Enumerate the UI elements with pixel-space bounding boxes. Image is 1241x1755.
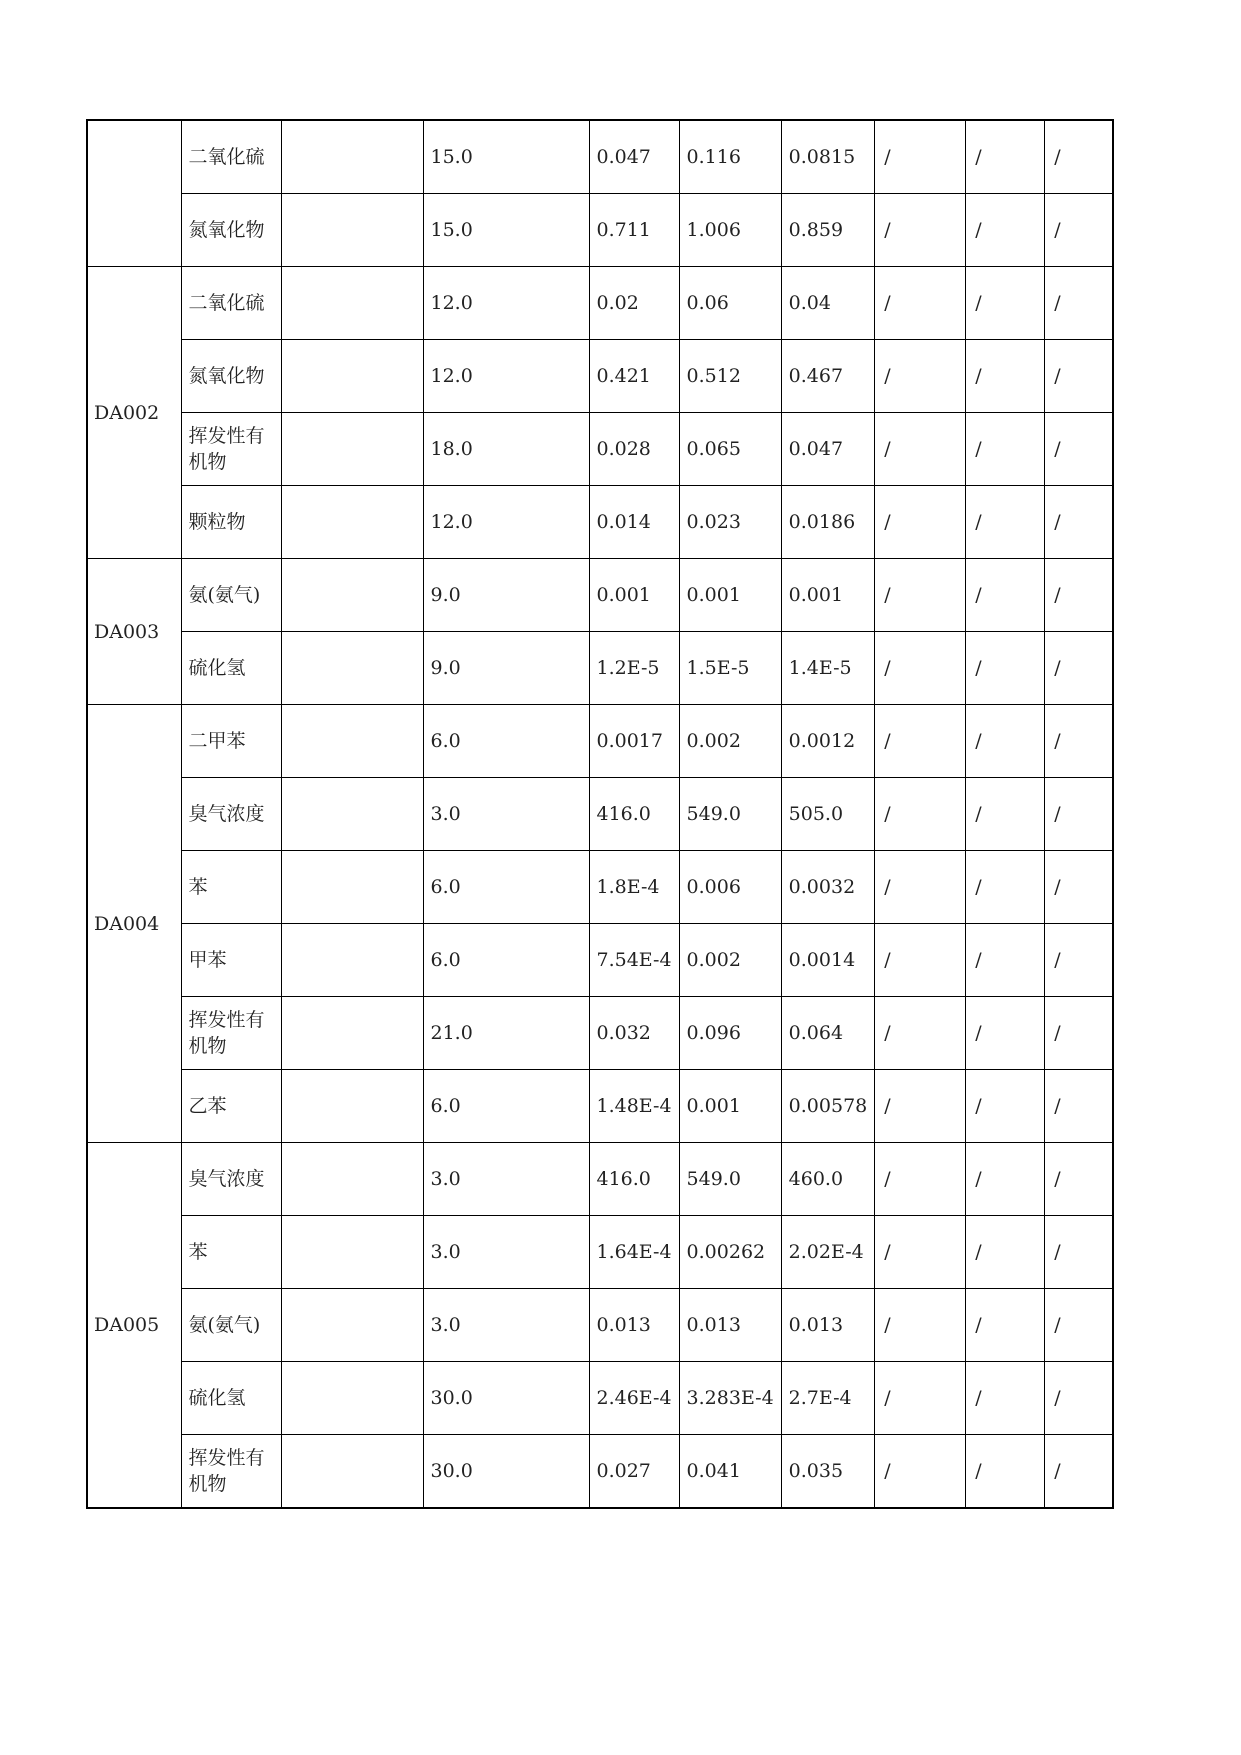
extra-col-2-cell: / [966,267,1045,340]
table-row [87,267,1113,340]
extra-col-2-cell: / [966,924,1045,997]
avg-value-cell: 0.064 [781,997,875,1070]
extra-col-1-cell: / [875,1435,966,1509]
max-value-cell: 0.512 [679,340,781,413]
extra-col-2-cell: / [966,851,1045,924]
table-row [87,778,1113,851]
avg-value-cell: 0.0815 [781,120,875,194]
standard-cell [281,924,423,997]
pollutant-cell: 氨(氨气) [181,1289,281,1362]
min-value-cell: 7.54E-4 [589,924,679,997]
extra-col-1-cell: / [875,1362,966,1435]
standard-cell [281,1216,423,1289]
outlet-id-cell [87,120,181,267]
pollutant-cell: 挥发性有机物 [181,997,281,1070]
limit-cell: 9.0 [423,632,589,705]
extra-col-2-cell: / [966,778,1045,851]
extra-col-3-cell: / [1045,1362,1113,1435]
extra-col-1-cell: / [875,1143,966,1216]
standard-cell [281,1289,423,1362]
limit-cell: 6.0 [423,851,589,924]
min-value-cell: 0.014 [589,486,679,559]
extra-col-2-cell: / [966,1143,1045,1216]
avg-value-cell: 0.001 [781,559,875,632]
limit-cell: 15.0 [423,194,589,267]
extra-col-3-cell: / [1045,267,1113,340]
extra-col-3-cell: / [1045,413,1113,486]
extra-col-3-cell: / [1045,1143,1113,1216]
extra-col-3-cell: / [1045,1435,1113,1509]
min-value-cell: 0.013 [589,1289,679,1362]
limit-cell: 3.0 [423,1216,589,1289]
max-value-cell: 0.00262 [679,1216,781,1289]
pollutant-cell: 氮氧化物 [181,340,281,413]
pollutant-cell: 挥发性有机物 [181,413,281,486]
extra-col-3-cell: / [1045,486,1113,559]
min-value-cell: 0.0017 [589,705,679,778]
extra-col-1-cell: / [875,632,966,705]
max-value-cell: 549.0 [679,778,781,851]
outlet-id-cell: DA002 [87,267,181,559]
pollutant-cell: 氨(氨气) [181,559,281,632]
standard-cell [281,559,423,632]
standard-cell [281,1143,423,1216]
limit-cell: 6.0 [423,924,589,997]
avg-value-cell: 0.00578 [781,1070,875,1143]
extra-col-3-cell: / [1045,997,1113,1070]
standard-cell [281,340,423,413]
min-value-cell: 0.001 [589,559,679,632]
avg-value-cell: 0.0032 [781,851,875,924]
extra-col-1-cell: / [875,194,966,267]
standard-cell [281,267,423,340]
max-value-cell: 0.065 [679,413,781,486]
outlet-id-cell: DA003 [87,559,181,705]
extra-col-2-cell: / [966,997,1045,1070]
avg-value-cell: 0.0014 [781,924,875,997]
max-value-cell: 0.041 [679,1435,781,1509]
extra-col-2-cell: / [966,1216,1045,1289]
extra-col-3-cell: / [1045,1289,1113,1362]
pollutant-cell: 臭气浓度 [181,1143,281,1216]
min-value-cell: 416.0 [589,778,679,851]
limit-cell: 12.0 [423,486,589,559]
avg-value-cell: 460.0 [781,1143,875,1216]
max-value-cell: 0.06 [679,267,781,340]
min-value-cell: 0.047 [589,120,679,194]
standard-cell [281,851,423,924]
extra-col-2-cell: / [966,1435,1045,1509]
standard-cell [281,1070,423,1143]
min-value-cell: 0.02 [589,267,679,340]
avg-value-cell: 1.4E-5 [781,632,875,705]
table-row [87,1362,1113,1435]
extra-col-1-cell: / [875,413,966,486]
table-row [87,1070,1113,1143]
extra-col-1-cell: / [875,1216,966,1289]
min-value-cell: 1.8E-4 [589,851,679,924]
avg-value-cell: 0.035 [781,1435,875,1509]
limit-cell: 6.0 [423,1070,589,1143]
max-value-cell: 0.023 [679,486,781,559]
standard-cell [281,1435,423,1509]
limit-cell: 3.0 [423,778,589,851]
avg-value-cell: 2.02E-4 [781,1216,875,1289]
extra-col-2-cell: / [966,1362,1045,1435]
extra-col-2-cell: / [966,632,1045,705]
max-value-cell: 1.006 [679,194,781,267]
extra-col-2-cell: / [966,413,1045,486]
extra-col-3-cell: / [1045,851,1113,924]
emission-monitoring-table [86,119,1114,1509]
extra-col-3-cell: / [1045,705,1113,778]
table-row [87,997,1113,1070]
limit-cell: 9.0 [423,559,589,632]
table-row [87,340,1113,413]
pollutant-cell: 颗粒物 [181,486,281,559]
outlet-id-cell: DA004 [87,705,181,1143]
limit-cell: 30.0 [423,1435,589,1509]
extra-col-1-cell: / [875,1070,966,1143]
pollutant-cell: 二氧化硫 [181,120,281,194]
extra-col-3-cell: / [1045,924,1113,997]
avg-value-cell: 0.0012 [781,705,875,778]
table-row [87,1289,1113,1362]
extra-col-3-cell: / [1045,120,1113,194]
extra-col-3-cell: / [1045,340,1113,413]
limit-cell: 3.0 [423,1143,589,1216]
table-row [87,559,1113,632]
standard-cell [281,194,423,267]
limit-cell: 30.0 [423,1362,589,1435]
limit-cell: 12.0 [423,267,589,340]
extra-col-3-cell: / [1045,632,1113,705]
outlet-id-cell: DA005 [87,1143,181,1509]
extra-col-1-cell: / [875,778,966,851]
avg-value-cell: 0.013 [781,1289,875,1362]
extra-col-1-cell: / [875,559,966,632]
extra-col-2-cell: / [966,340,1045,413]
extra-col-3-cell: / [1045,1216,1113,1289]
extra-col-1-cell: / [875,705,966,778]
max-value-cell: 1.5E-5 [679,632,781,705]
min-value-cell: 416.0 [589,1143,679,1216]
extra-col-3-cell: / [1045,194,1113,267]
pollutant-cell: 氮氧化物 [181,194,281,267]
table-body [87,120,1113,1508]
table-row [87,413,1113,486]
max-value-cell: 0.001 [679,559,781,632]
pollutant-cell: 苯 [181,851,281,924]
table-row [87,924,1113,997]
extra-col-1-cell: / [875,267,966,340]
standard-cell [281,705,423,778]
min-value-cell: 2.46E-4 [589,1362,679,1435]
avg-value-cell: 0.04 [781,267,875,340]
pollutant-cell: 二氧化硫 [181,267,281,340]
standard-cell [281,1362,423,1435]
pollutant-cell: 乙苯 [181,1070,281,1143]
min-value-cell: 1.64E-4 [589,1216,679,1289]
limit-cell: 21.0 [423,997,589,1070]
pollutant-cell: 臭气浓度 [181,778,281,851]
pollutant-cell: 硫化氢 [181,632,281,705]
standard-cell [281,778,423,851]
extra-col-2-cell: / [966,559,1045,632]
max-value-cell: 0.116 [679,120,781,194]
table-row [87,1435,1113,1509]
max-value-cell: 0.006 [679,851,781,924]
table-row [87,1143,1113,1216]
pollutant-cell: 甲苯 [181,924,281,997]
standard-cell [281,632,423,705]
min-value-cell: 0.711 [589,194,679,267]
max-value-cell: 3.283E-4 [679,1362,781,1435]
standard-cell [281,413,423,486]
table-row [87,851,1113,924]
extra-col-1-cell: / [875,924,966,997]
max-value-cell: 549.0 [679,1143,781,1216]
max-value-cell: 0.096 [679,997,781,1070]
limit-cell: 18.0 [423,413,589,486]
extra-col-1-cell: / [875,851,966,924]
min-value-cell: 0.421 [589,340,679,413]
table-row [87,120,1113,194]
avg-value-cell: 0.0186 [781,486,875,559]
extra-col-2-cell: / [966,120,1045,194]
extra-col-1-cell: / [875,340,966,413]
extra-col-1-cell: / [875,997,966,1070]
table-row [87,632,1113,705]
table-row [87,705,1113,778]
min-value-cell: 0.027 [589,1435,679,1509]
extra-col-1-cell: / [875,1289,966,1362]
max-value-cell: 0.001 [679,1070,781,1143]
avg-value-cell: 2.7E-4 [781,1362,875,1435]
avg-value-cell: 505.0 [781,778,875,851]
min-value-cell: 0.028 [589,413,679,486]
extra-col-2-cell: / [966,486,1045,559]
max-value-cell: 0.002 [679,924,781,997]
pollutant-cell: 硫化氢 [181,1362,281,1435]
table-row [87,486,1113,559]
table-row [87,194,1113,267]
extra-col-1-cell: / [875,120,966,194]
extra-col-1-cell: / [875,486,966,559]
table-row [87,1216,1113,1289]
limit-cell: 15.0 [423,120,589,194]
extra-col-2-cell: / [966,194,1045,267]
limit-cell: 12.0 [423,340,589,413]
min-value-cell: 1.48E-4 [589,1070,679,1143]
extra-col-2-cell: / [966,705,1045,778]
limit-cell: 6.0 [423,705,589,778]
pollutant-cell: 挥发性有机物 [181,1435,281,1509]
avg-value-cell: 0.467 [781,340,875,413]
standard-cell [281,120,423,194]
avg-value-cell: 0.047 [781,413,875,486]
max-value-cell: 0.002 [679,705,781,778]
avg-value-cell: 0.859 [781,194,875,267]
min-value-cell: 1.2E-5 [589,632,679,705]
pollutant-cell: 二甲苯 [181,705,281,778]
limit-cell: 3.0 [423,1289,589,1362]
extra-col-3-cell: / [1045,559,1113,632]
min-value-cell: 0.032 [589,997,679,1070]
pollutant-cell: 苯 [181,1216,281,1289]
max-value-cell: 0.013 [679,1289,781,1362]
extra-col-2-cell: / [966,1289,1045,1362]
standard-cell [281,997,423,1070]
extra-col-2-cell: / [966,1070,1045,1143]
extra-col-3-cell: / [1045,1070,1113,1143]
extra-col-3-cell: / [1045,778,1113,851]
standard-cell [281,486,423,559]
